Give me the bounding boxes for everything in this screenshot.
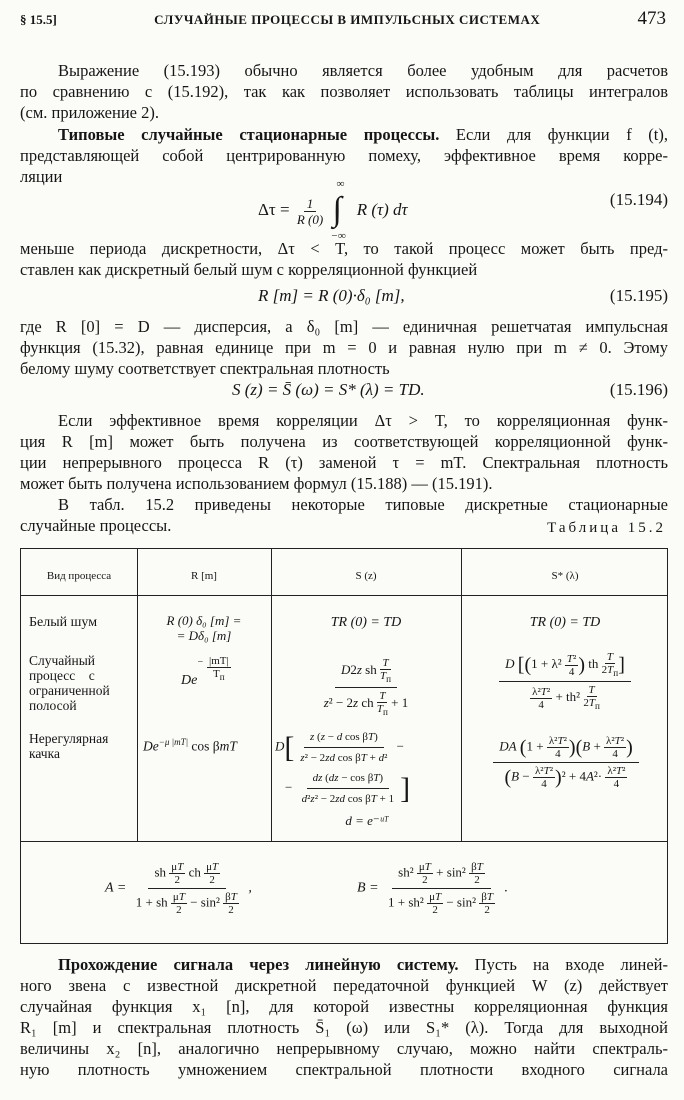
equation-15-194 bbox=[20, 178, 668, 242]
d-definition: d = e⁻ᵘᵀ bbox=[345, 813, 389, 828]
para5-line3: ции непрерывного процесса R (τ) заменой τ = mT. Спектральная плотность bbox=[20, 453, 668, 472]
para7-heading: Прохождение сигнала через линейную систему. bbox=[58, 955, 459, 974]
para1-line1: Выражение (15.193) обычно является более удобным для расчетов bbox=[58, 61, 668, 80]
eq194-number: (15.194) bbox=[609, 190, 668, 209]
equation-15-196 bbox=[20, 376, 668, 406]
int-upper: ∞ bbox=[336, 178, 345, 190]
para7-line4: R₁ [m] и спектральная плотность S̄₁ (ω) или S₁* (λ). Тогда для выходной bbox=[20, 1018, 668, 1037]
row2-name-l1: Случайный bbox=[29, 653, 96, 668]
formula-A: A = sh $\frac{\mu T}{2}$ ch $\frac{\mu T}{2}$ 1 + sh $\frac{\mu T}{2}$ − sin² $\frac{\beta T}{2}$ , bbox=[105, 861, 252, 916]
row-bandlimited-name bbox=[29, 653, 110, 713]
para5-line1: Если эффективное время корреляции Δτ > T, то корреляционная функ- bbox=[58, 411, 668, 430]
eq194-body bbox=[258, 178, 408, 242]
para4-line1: где R [0] = D — дисперсия, а δ₀ [m] — единичная решетчатая импульсная bbox=[20, 317, 668, 336]
running-header bbox=[20, 8, 666, 34]
eq194-frac-num: 1 bbox=[304, 196, 317, 212]
para2-heading: Типовые случайные стационарные процессы. bbox=[58, 125, 440, 144]
row1-Sz-text: TR (0) = TD bbox=[330, 615, 402, 630]
col-divider-1 bbox=[137, 549, 138, 841]
integral-sign: ∞ ∫ −∞ bbox=[330, 178, 346, 242]
eq195-body: R [m] = R (0)·δ₀ [m], bbox=[258, 286, 405, 305]
col-header-Sl: S* (λ) bbox=[551, 570, 579, 582]
row2-name-l2: процесс с bbox=[29, 668, 95, 683]
row2-name-l3: ограниченной bbox=[29, 683, 110, 698]
row-rolling-R: $De^{-\mu |mT|}$ cos βmT bbox=[143, 737, 237, 754]
para2-line2: представляющей собой центрированную помеху, эффективное время корре- bbox=[20, 146, 668, 165]
row3-name-l1: Нерегулярная bbox=[29, 731, 109, 746]
para3-line1: меньше периода дискретности, Δτ < T, то такой процесс может быть пред- bbox=[20, 239, 668, 258]
header-divider bbox=[21, 595, 667, 596]
page-number: 473 bbox=[637, 8, 666, 29]
row1-R-line2: = Dδ₀ [m] bbox=[176, 628, 232, 643]
col-header-R: R [m] bbox=[191, 570, 217, 582]
footer-divider bbox=[21, 841, 667, 842]
col-divider-3 bbox=[461, 549, 462, 841]
para7-line5: величины x₂ [n], аналогично непрерывному случаю, можно найти спектраль- bbox=[20, 1039, 668, 1058]
para7-line1 bbox=[20, 954, 668, 975]
para6-line2: случайные процессы. bbox=[20, 516, 172, 535]
para5-line2: ция R [m] может быть получена из соответствующей корреляционной функ- bbox=[20, 432, 668, 451]
para2-line1 bbox=[20, 124, 668, 145]
para2-line1-rest: Если для функции f (t), bbox=[455, 125, 668, 144]
row2-name-l4: полосой bbox=[29, 698, 77, 713]
int-lower: −∞ bbox=[330, 230, 346, 242]
para7-line6: ную плотность умножением спектральной плотности входного сигнала bbox=[20, 1060, 668, 1079]
header-title: СЛУЧАЙНЫЕ ПРОЦЕССЫ В ИМПУЛЬСНЫХ СИСТЕМАХ bbox=[154, 12, 541, 27]
para4-line2: функция (15.32), равная единице при m = 0 и равная нулю при m ≠ 0. Этому bbox=[20, 338, 668, 357]
eq194-fraction bbox=[294, 196, 326, 227]
row-bandlimited-R: De − |mT| $T_п$ bbox=[181, 655, 229, 688]
row-rolling-Sl: DA (1 + $\frac{\text{λ²T²}}{4}$ )(B + $\frac{\text{λ²T²}}{4}$ ) (B − $\frac{\text{λ²T²}}{4}$ )² + 4A²· $\frac{\text{λ²T²}}{4}$ bbox=[467, 733, 665, 792]
col-divider-2 bbox=[271, 549, 272, 841]
eq194-integrand: R (τ) dτ bbox=[356, 199, 408, 219]
para7-line3: случайная функция x₁ [n], для которой известны корреляционная функция bbox=[20, 997, 668, 1016]
row1-R-line1: R (0) δ₀ [m] = bbox=[166, 613, 242, 628]
row-rolling-name bbox=[29, 731, 108, 761]
para7-line1-rest: Пусть на входе линей- bbox=[474, 955, 668, 974]
equation-15-195 bbox=[20, 282, 668, 312]
row-bandlimited-Sz: D2z sh T $T_п$ z² − 2z ch T $T_п$ + 1 bbox=[323, 657, 409, 718]
row-bandlimited-Sl: D [(1 + λ² $\frac{\text{T²}}{4}$ ) th T $2T_п$ ] $\frac{\text{λ²T²}}{4}$ + th² T $2T_п$ bbox=[467, 649, 663, 714]
para3-line2: ставлен как дискретный белый шум с корреляционной функцией bbox=[20, 260, 478, 279]
table-15-2 bbox=[20, 548, 668, 944]
eq196-number: (15.196) bbox=[609, 380, 668, 399]
header-section: § 15.5] bbox=[20, 12, 57, 27]
row3-name-l2: качка bbox=[29, 746, 60, 761]
para1-line2: по сравнению с (15.192), так как позволяет использовать таблицы интегралов bbox=[20, 82, 668, 101]
eq195-number: (15.195) bbox=[609, 286, 668, 305]
para6-line1: В табл. 15.2 приведены некоторые типовые дискретные стационарные bbox=[58, 495, 668, 514]
eq196-body: S (z) = S̄ (ω) = S* (λ) = TD. bbox=[232, 380, 425, 399]
row-white-noise-R bbox=[143, 613, 265, 643]
table-caption: Таблица 15.2 bbox=[547, 520, 666, 536]
row1-Sl-text: TR (0) = TD bbox=[529, 615, 601, 630]
para4-line3: белому шуму соответствует спектральная плотность bbox=[20, 359, 390, 378]
row-white-noise-name: Белый шум bbox=[29, 615, 98, 630]
row-white-noise-Sl bbox=[461, 615, 669, 630]
formula-B: B = sh² $\frac{\mu T}{2}$ + sin² $\frac{\beta T}{2}$ 1 + sh² $\frac{\mu T}{2}$ − sin² $\frac{\beta T}{2}$ . bbox=[357, 861, 508, 916]
para5-line4: может быть получена использованием формул (15.188) — (15.191). bbox=[20, 474, 493, 493]
row-rolling-Sz: D[ $\frac{\text{z (z − d cos βT)}}{\text{z² − 2zd cos βT + d²}}$ − − $\frac{\text{dz (dz − cos βT)}}{\text{d²z² − 2zd cos βT + 1}}$ ] d = e⁻ᵘᵀ bbox=[275, 727, 459, 828]
col-header-process: Вид процесса bbox=[46, 570, 112, 582]
row-white-noise-Sz bbox=[271, 615, 461, 630]
col-header-Sz: S (z) bbox=[355, 570, 377, 582]
para2-line3: ляции bbox=[20, 167, 63, 186]
eq194-lhs: Δτ = bbox=[258, 199, 290, 219]
para7-line2: ного звена с известной дискретной передаточной функцией W (z) действует bbox=[20, 976, 668, 995]
eq194-frac-den: R (0) bbox=[296, 211, 324, 227]
para1-line3: (см. приложение 2). bbox=[20, 103, 159, 122]
